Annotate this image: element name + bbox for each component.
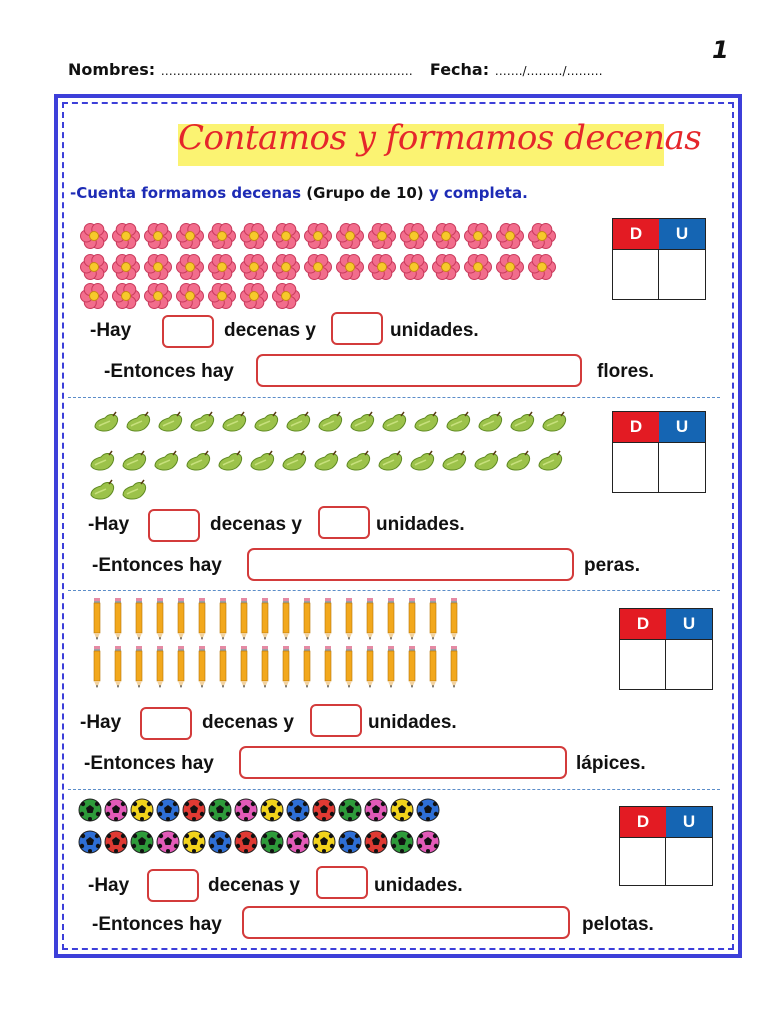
ball-icon (260, 830, 284, 859)
hay-label: -Hay (80, 712, 122, 733)
ball-icon (390, 830, 414, 859)
decenas-label: decenas y (224, 320, 316, 341)
decenas-label: decenas y (210, 514, 302, 535)
ball-icon (338, 830, 362, 859)
decenas-label: decenas y (208, 875, 300, 896)
tens-units-table-2 (612, 411, 706, 493)
flower-icon (496, 222, 524, 255)
flower-icon (144, 222, 172, 255)
total-answer-box[interactable] (247, 548, 574, 581)
pear-icon (440, 450, 468, 477)
ball-icon (338, 798, 362, 827)
entonces-label: -Entonces hay (92, 555, 222, 576)
pear-icon (412, 411, 440, 438)
ball-icon (104, 798, 128, 827)
pencil-icon (177, 598, 185, 647)
pear-icon (344, 450, 372, 477)
flower-icon (80, 222, 108, 255)
name-field[interactable]: ……………………………………………………… (160, 64, 413, 78)
pencil-icon (408, 598, 416, 647)
ball-icon (78, 830, 102, 859)
pear-icon (120, 479, 148, 506)
ball-icon (208, 798, 232, 827)
pencil-icon (408, 646, 416, 695)
tens-cell[interactable] (620, 837, 666, 885)
pencil-icon (345, 598, 353, 647)
instruction-count: -Cuenta formamos decenas (70, 184, 302, 202)
hay-label: -Hay (88, 875, 130, 896)
hay-label: -Hay (90, 320, 132, 341)
pencil-icon (429, 646, 437, 695)
entonces-label: -Entonces hay (84, 753, 214, 774)
pencil-icon (345, 646, 353, 695)
pear-icon (508, 411, 536, 438)
units-cell[interactable] (659, 249, 705, 299)
units-cell[interactable] (659, 442, 705, 492)
pencil-icon (303, 646, 311, 695)
pear-icon (284, 411, 312, 438)
pencil-icon (93, 646, 101, 695)
pear-icon (184, 450, 212, 477)
pencil-icon (450, 646, 458, 695)
pencil-icon (366, 646, 374, 695)
pear-row-1 (92, 411, 568, 438)
pear-icon (252, 411, 280, 438)
tens-answer-box[interactable] (147, 869, 199, 902)
tens-cell[interactable] (620, 639, 666, 689)
pencil-icon (219, 598, 227, 647)
pear-icon (316, 411, 344, 438)
flower-icon (176, 222, 204, 255)
flower-icon (368, 253, 396, 286)
pear-icon (376, 450, 404, 477)
flower-icon (112, 282, 140, 315)
ball-icon (364, 830, 388, 859)
flower-row-3 (80, 282, 300, 315)
flower-icon (432, 253, 460, 286)
tens-header: D (620, 807, 666, 837)
pencil-icon (303, 598, 311, 647)
pear-icon (216, 450, 244, 477)
unidades-label: unidades. (376, 514, 465, 535)
noun-label: peras. (584, 555, 640, 576)
pencil-row-1 (93, 598, 458, 647)
ball-icon (208, 830, 232, 859)
flower-icon (400, 253, 428, 286)
pear-icon (92, 411, 120, 438)
ball-icon (182, 798, 206, 827)
pencil-icon (450, 598, 458, 647)
pencil-icon (429, 598, 437, 647)
pencil-icon (282, 598, 290, 647)
pear-icon (220, 411, 248, 438)
ball-icon (182, 830, 206, 859)
flower-icon (272, 282, 300, 315)
entonces-label: -Entonces hay (92, 914, 222, 935)
units-cell[interactable] (666, 639, 712, 689)
pear-icon (152, 450, 180, 477)
ball-icon (286, 798, 310, 827)
pear-icon (312, 450, 340, 477)
flower-icon (304, 222, 332, 255)
flower-icon (464, 222, 492, 255)
pencil-icon (387, 646, 395, 695)
pencil-icon (324, 646, 332, 695)
pear-icon (380, 411, 408, 438)
pencil-icon (219, 646, 227, 695)
tens-units-table-1 (612, 218, 706, 300)
pencil-row-2 (93, 646, 458, 695)
pear-row-2 (88, 450, 564, 477)
pencil-icon (366, 598, 374, 647)
date-field[interactable]: ……./………/……… (494, 64, 603, 78)
noun-label: flores. (597, 361, 655, 382)
date-label: Fecha: (429, 60, 490, 79)
section-divider (68, 397, 720, 398)
tens-units-table-3 (619, 608, 713, 690)
header-line (68, 60, 603, 79)
noun-label: lápices. (576, 753, 646, 774)
units-answer-box[interactable] (316, 866, 368, 899)
pencil-icon (261, 598, 269, 647)
ball-icon (130, 830, 154, 859)
unidades-label: unidades. (368, 712, 457, 733)
units-header: U (666, 609, 712, 639)
flower-icon (112, 222, 140, 255)
ball-icon (156, 830, 180, 859)
tens-header: D (613, 219, 659, 249)
pencil-icon (240, 646, 248, 695)
name-label: Nombres: (68, 60, 156, 79)
pencil-icon (324, 598, 332, 647)
instruction-complete: y completa. (428, 184, 528, 202)
flower-icon (208, 222, 236, 255)
total-answer-box[interactable] (239, 746, 567, 779)
section-divider (68, 590, 720, 591)
flower-icon (144, 282, 172, 315)
ball-icon (286, 830, 310, 859)
pencil-icon (387, 598, 395, 647)
decenas-label: decenas y (202, 712, 294, 733)
ball-icon (312, 830, 336, 859)
flower-icon (304, 253, 332, 286)
pencil-icon (198, 646, 206, 695)
pear-icon (476, 411, 504, 438)
units-header: U (659, 412, 705, 442)
tens-answer-box[interactable] (162, 315, 214, 348)
pencil-icon (240, 598, 248, 647)
flower-icon (528, 253, 556, 286)
flower-icon (368, 222, 396, 255)
ball-icon (234, 798, 258, 827)
pencil-icon (135, 598, 143, 647)
tens-answer-box[interactable] (148, 509, 200, 542)
tens-units-table-4 (619, 806, 713, 886)
tens-answer-box[interactable] (140, 707, 192, 740)
pencil-icon (114, 598, 122, 647)
pencil-icon (177, 646, 185, 695)
ball-icon (364, 798, 388, 827)
units-header: U (666, 807, 712, 837)
pear-row-3 (88, 479, 148, 506)
ball-row-1 (78, 798, 440, 827)
flower-icon (464, 253, 492, 286)
ball-icon (130, 798, 154, 827)
flower-icon (240, 222, 268, 255)
flower-icon (80, 282, 108, 315)
noun-label: pelotas. (582, 914, 654, 935)
ball-icon (156, 798, 180, 827)
flower-row-1 (80, 222, 556, 255)
pear-icon (504, 450, 532, 477)
ball-icon (312, 798, 336, 827)
pencil-icon (93, 598, 101, 647)
pencil-icon (198, 598, 206, 647)
pear-icon (156, 411, 184, 438)
pencil-icon (156, 646, 164, 695)
instruction (70, 184, 528, 202)
pencil-icon (114, 646, 122, 695)
tens-header: D (620, 609, 666, 639)
flower-icon (336, 222, 364, 255)
flower-icon (432, 222, 460, 255)
pear-icon (408, 450, 436, 477)
tens-cell[interactable] (613, 442, 659, 492)
flower-icon (496, 253, 524, 286)
pear-icon (120, 450, 148, 477)
pear-icon (124, 411, 152, 438)
ball-row-2 (78, 830, 440, 859)
ball-icon (390, 798, 414, 827)
total-answer-box[interactable] (256, 354, 582, 387)
worksheet-title: Contamos y formamos decenas (178, 118, 702, 158)
unidades-label: unidades. (390, 320, 479, 341)
pear-icon (88, 450, 116, 477)
total-answer-box[interactable] (242, 906, 570, 939)
unidades-label: unidades. (374, 875, 463, 896)
flower-icon (208, 282, 236, 315)
units-answer-box[interactable] (318, 506, 370, 539)
pencil-icon (156, 598, 164, 647)
flower-icon (528, 222, 556, 255)
ball-icon (260, 798, 284, 827)
pencil-icon (261, 646, 269, 695)
page-number: 1 (712, 36, 729, 64)
section-divider (68, 789, 720, 790)
ball-icon (416, 798, 440, 827)
pear-icon (540, 411, 568, 438)
flower-icon (176, 282, 204, 315)
pear-icon (88, 479, 116, 506)
tens-header: D (613, 412, 659, 442)
instruction-group: (Grupo de 10) (306, 184, 424, 202)
pear-icon (444, 411, 472, 438)
pear-icon (188, 411, 216, 438)
tens-cell[interactable] (613, 249, 659, 299)
units-answer-box[interactable] (310, 704, 362, 737)
pear-icon (536, 450, 564, 477)
flower-icon (400, 222, 428, 255)
entonces-label: -Entonces hay (104, 361, 234, 382)
flower-icon (240, 282, 268, 315)
units-cell[interactable] (666, 837, 712, 885)
units-answer-box[interactable] (331, 312, 383, 345)
pear-icon (248, 450, 276, 477)
ball-icon (234, 830, 258, 859)
pencil-icon (282, 646, 290, 695)
ball-icon (104, 830, 128, 859)
ball-icon (78, 798, 102, 827)
units-header: U (659, 219, 705, 249)
pencil-icon (135, 646, 143, 695)
pear-icon (280, 450, 308, 477)
pear-icon (472, 450, 500, 477)
ball-icon (416, 830, 440, 859)
flower-icon (272, 222, 300, 255)
flower-icon (336, 253, 364, 286)
pear-icon (348, 411, 376, 438)
hay-label: -Hay (88, 514, 130, 535)
